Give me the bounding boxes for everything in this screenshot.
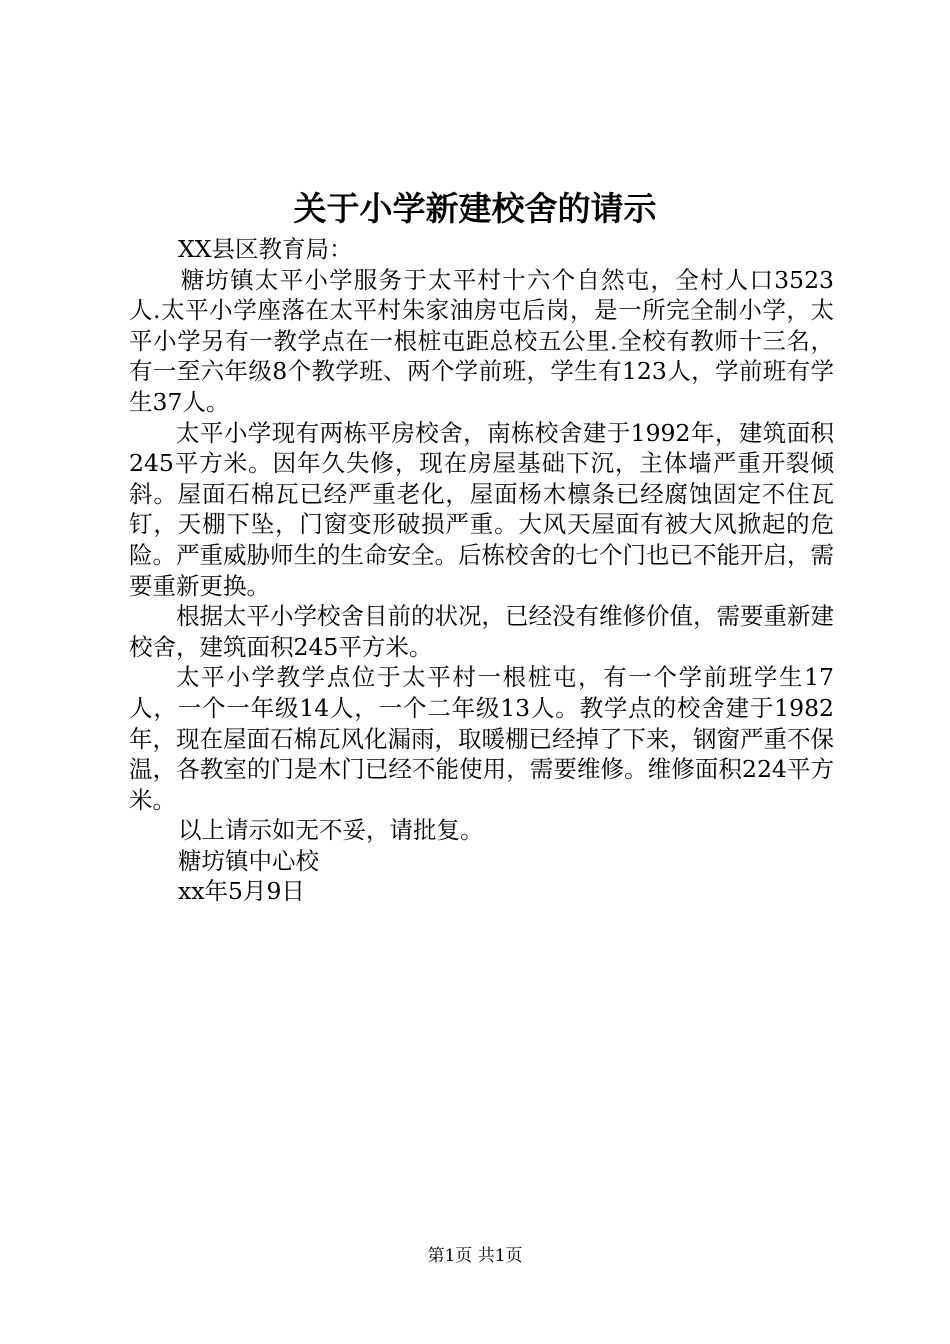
salutation: XX县区教育局： [178,235,353,263]
document-body [129,234,834,907]
date: xx年5月9日 [178,877,305,906]
paragraph-2: 太平小学现有两栋平房校舍，南栋校舍建于1992年，建筑面积245平方米。因年久失修，现在房屋基础下沉，主体墙严重开裂倾斜。屋面石棉瓦已经严重老化，屋面杨木檩条已经腐蚀固定不住瓦钉，天棚下坠，门窗变形破损严重。大风天屋面有被大风掀起的危险。严重威胁师生的生命安全。后栋校舍的七个门也已不能开启，需要重新更换。 [129,418,834,600]
paragraph-1: 糖坊镇太平小学服务于太平村十六个自然屯，全村人口3523人.太平小学座落在太平村朱家油房屯后岗，是一所完全制小学，太平小学另有一教学点在一根桩屯距总校五公里.全校有教师十三名，有一至六年级8个教学班、两个学前班，学生有123人，学前班有学生37人。 [129,265,834,416]
signature: 糖坊镇中心校 [178,846,319,875]
paragraph-4: 太平小学教学点位于太平村一根桩屯，有一个学前班学生17人，一个一年级14人，一个二年级13人。教学点的校舍建于1982年，现在屋面石棉瓦风化漏雨，取暖棚已经掉了下来，钢窗严重不保温，各教室的门是木门已经不能使用，需要维修。维修面积224平方米。 [129,663,834,814]
document-title: 关于小学新建校舍的请示 [293,189,657,228]
paragraph-3: 根据太平小学校舍目前的状况，已经没有维修价值，需要重新建校舍，建筑面积245平方米。 [129,602,834,661]
closing-line: 以上请示如无不妥，请批复。 [178,816,484,845]
page-footer: 第1页 共1页 [427,1246,523,1266]
